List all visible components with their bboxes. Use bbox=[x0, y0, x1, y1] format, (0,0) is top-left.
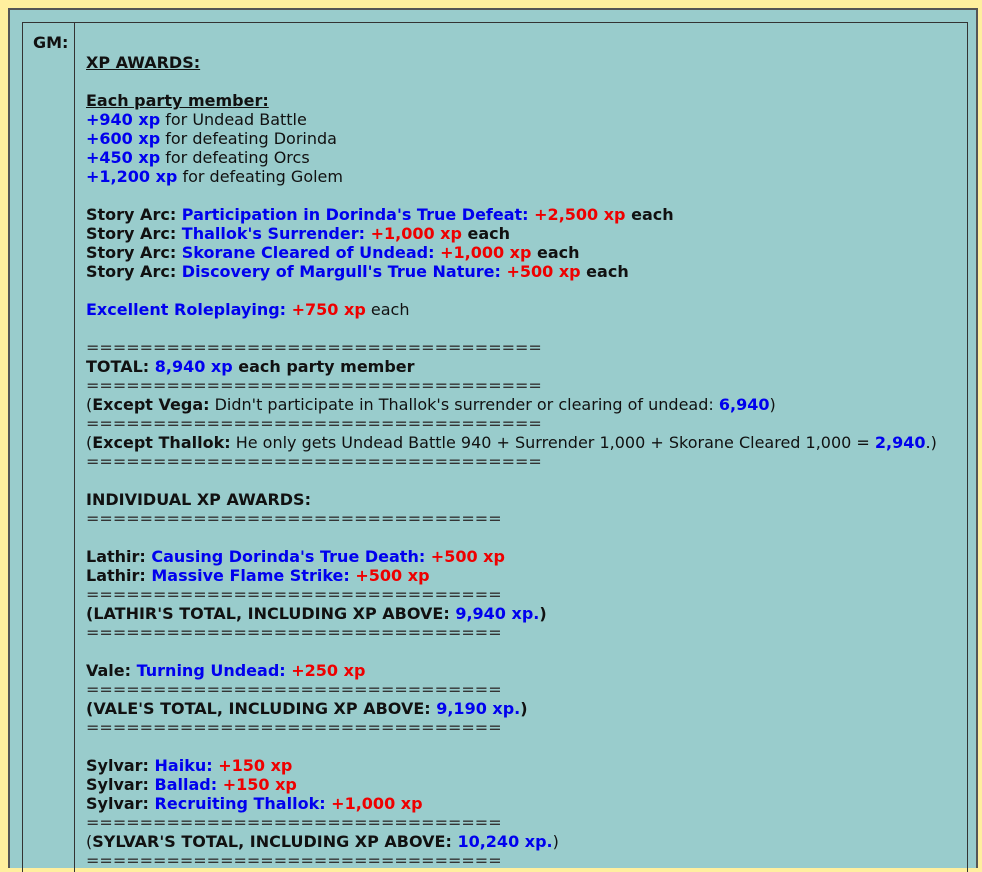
award-title: Recruiting Thallok: bbox=[154, 794, 326, 813]
story-arc-award bbox=[86, 243, 966, 262]
separator: ================================== bbox=[86, 452, 542, 471]
separator: =============================== bbox=[86, 851, 502, 870]
separator: =============================== bbox=[86, 623, 502, 642]
story-arc-title: Thallok's Surrender: bbox=[181, 224, 366, 243]
separator: =============================== bbox=[86, 718, 502, 737]
paren: ( bbox=[86, 832, 93, 851]
party-award-xp: +600 xp bbox=[86, 129, 161, 148]
party-award bbox=[86, 167, 966, 186]
vega-label: Except Vega: bbox=[92, 395, 210, 414]
character-name: Sylvar: bbox=[86, 794, 155, 813]
award-xp: +150 xp bbox=[217, 775, 297, 794]
paren: .) bbox=[925, 433, 937, 452]
award-xp: +250 xp bbox=[285, 661, 366, 680]
total-value: 10,240 xp. bbox=[457, 832, 553, 851]
separator: ================================== bbox=[86, 338, 542, 357]
story-arc-tail: each bbox=[531, 243, 580, 262]
paren: ) bbox=[769, 395, 776, 414]
party-award bbox=[86, 148, 966, 167]
party-award-xp: +1,200 xp bbox=[86, 167, 178, 186]
individual-award bbox=[86, 756, 966, 775]
character-name: Lathir: bbox=[86, 547, 152, 566]
character-name: Sylvar: bbox=[86, 775, 155, 794]
story-arc-label: Story Arc: bbox=[86, 243, 182, 262]
story-arc-title: Participation in Dorinda's True Defeat: bbox=[181, 205, 529, 224]
story-arc-tail: each bbox=[580, 262, 629, 281]
thallok-text: He only gets Undead Battle 940 + Surrender 1,000 + Skorane Cleared 1,000 = bbox=[230, 433, 875, 452]
total-tail: each party member bbox=[232, 357, 415, 376]
story-arc-label: Story Arc: bbox=[86, 224, 182, 243]
individual-award bbox=[86, 547, 966, 566]
award-xp: +500 xp bbox=[349, 566, 430, 585]
character-name: Vale: bbox=[86, 661, 137, 680]
vega-value: 6,940 bbox=[718, 395, 770, 414]
party-award bbox=[86, 129, 966, 148]
individual-award bbox=[86, 566, 966, 585]
story-arc-xp: +1,000 xp bbox=[434, 243, 532, 262]
total-label: TOTAL: bbox=[86, 357, 155, 376]
separator: =============================== bbox=[86, 585, 502, 604]
party-heading: Each party member: bbox=[86, 91, 269, 110]
separator: ================================== bbox=[86, 414, 542, 433]
paren: ) bbox=[520, 699, 528, 718]
award-xp: +1,000 xp bbox=[325, 794, 423, 813]
story-arc-tail: each bbox=[625, 205, 674, 224]
post-content bbox=[86, 53, 966, 870]
post-frame bbox=[8, 8, 978, 868]
paren: ) bbox=[539, 604, 547, 623]
individual-heading: INDIVIDUAL XP AWARDS: bbox=[86, 490, 311, 509]
roleplay-tail: each bbox=[365, 300, 410, 319]
total-line bbox=[86, 357, 966, 376]
speaker-name: GM: bbox=[33, 33, 69, 52]
party-award-xp: +450 xp bbox=[86, 148, 161, 167]
story-arc-award bbox=[86, 205, 966, 224]
total-value: 9,940 xp. bbox=[455, 604, 540, 623]
story-arc-title: Skorane Cleared of Undead: bbox=[181, 243, 435, 262]
party-awards-list bbox=[86, 110, 966, 186]
party-award-text: for defeating Dorinda bbox=[160, 129, 337, 148]
story-arc-award bbox=[86, 262, 966, 281]
vega-text: Didn't participate in Thallok's surrender or clearing of undead: bbox=[209, 395, 719, 414]
total-value: 9,190 xp. bbox=[436, 699, 521, 718]
thallok-label: Except Thallok: bbox=[92, 433, 231, 452]
award-title: Turning Undead: bbox=[136, 661, 286, 680]
character-name: Sylvar: bbox=[86, 756, 155, 775]
party-award-text: for defeating Golem bbox=[177, 167, 343, 186]
separator: =============================== bbox=[86, 509, 502, 528]
paren: ( bbox=[86, 433, 93, 452]
story-arc-xp: +2,500 xp bbox=[528, 205, 626, 224]
total-label: (LATHIR'S TOTAL, INCLUDING XP ABOVE: bbox=[86, 604, 456, 623]
story-arc-xp: +500 xp bbox=[500, 262, 581, 281]
sylvar-awards bbox=[86, 756, 966, 813]
story-arc-xp: +1,000 xp bbox=[365, 224, 462, 243]
award-xp: +150 xp bbox=[212, 756, 293, 775]
character-name: Lathir: bbox=[86, 566, 152, 585]
sylvar-total bbox=[86, 832, 966, 851]
post-table bbox=[22, 22, 968, 872]
roleplay-title: Excellent Roleplaying: bbox=[86, 300, 287, 319]
separator: =============================== bbox=[86, 680, 502, 699]
lathir-awards bbox=[86, 547, 966, 585]
total-label: (VALE'S TOTAL, INCLUDING XP ABOVE: bbox=[86, 699, 437, 718]
vega-exception bbox=[86, 395, 966, 414]
party-award-xp: +940 xp bbox=[86, 110, 161, 129]
story-arc-label: Story Arc: bbox=[86, 205, 182, 224]
award-title: Massive Flame Strike: bbox=[151, 566, 350, 585]
separator: ================================== bbox=[86, 376, 542, 395]
award-title: Haiku: bbox=[154, 756, 213, 775]
total-value: 8,940 xp bbox=[154, 357, 233, 376]
story-arc-label: Story Arc: bbox=[86, 262, 182, 281]
roleplay-award bbox=[86, 300, 966, 319]
paren: ) bbox=[552, 832, 559, 851]
thallok-value: 2,940 bbox=[874, 433, 926, 452]
speaker-column bbox=[23, 23, 75, 872]
award-xp: +500 xp bbox=[425, 547, 505, 566]
award-title: Ballad: bbox=[154, 775, 218, 794]
individual-award bbox=[86, 661, 966, 680]
story-arc-award bbox=[86, 224, 966, 243]
party-award bbox=[86, 110, 966, 129]
party-award-text: for defeating Orcs bbox=[160, 148, 310, 167]
lathir-total bbox=[86, 604, 966, 623]
thallok-exception bbox=[86, 433, 966, 452]
separator: =============================== bbox=[86, 813, 502, 832]
individual-award bbox=[86, 775, 966, 794]
story-arc-title: Discovery of Margull's True Nature: bbox=[181, 262, 501, 281]
award-title: Causing Dorinda's True Death: bbox=[151, 547, 426, 566]
story-arc-list bbox=[86, 205, 966, 281]
story-arc-tail: each bbox=[461, 224, 511, 243]
total-label: SYLVAR'S TOTAL, INCLUDING XP ABOVE: bbox=[92, 832, 458, 851]
vale-total bbox=[86, 699, 966, 718]
individual-award bbox=[86, 794, 966, 813]
xp-awards-heading: XP AWARDS: bbox=[86, 53, 201, 72]
party-award-text: for Undead Battle bbox=[160, 110, 307, 129]
paren: ( bbox=[86, 395, 93, 414]
roleplay-xp: +750 xp bbox=[286, 300, 366, 319]
